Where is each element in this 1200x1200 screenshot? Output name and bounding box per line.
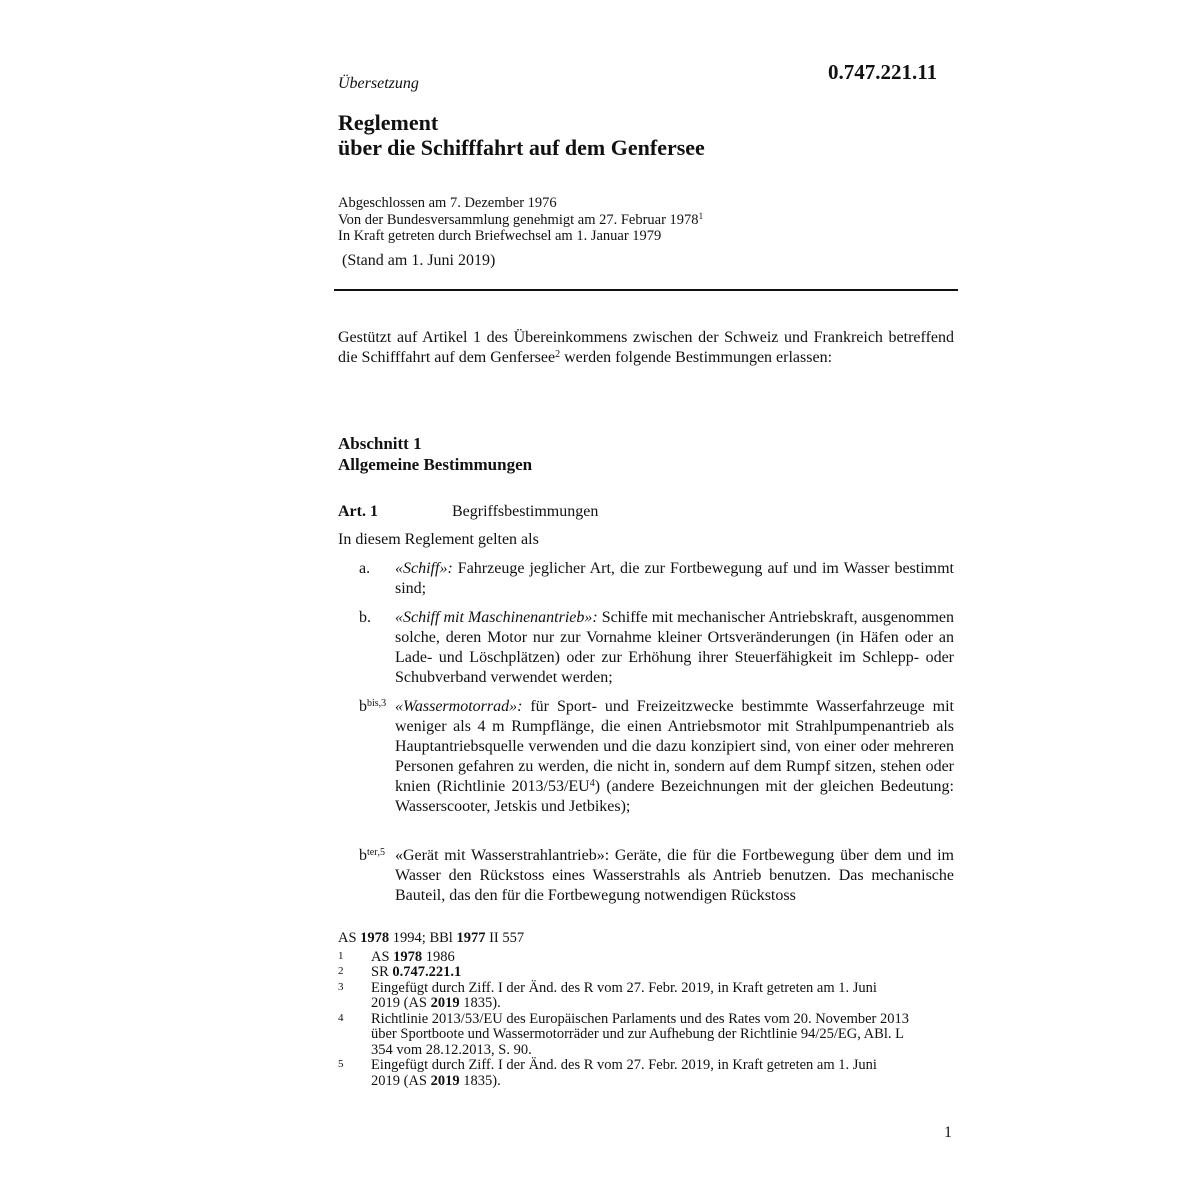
footnote-number: 1 (338, 949, 344, 962)
section-heading (338, 433, 532, 475)
header-divider (334, 289, 958, 291)
status-date: (Stand am 1. Juni 2019) (342, 252, 496, 269)
article-title: Begriffsbestimmungen (452, 503, 599, 520)
footnote: 5 Eingefügt durch Ziff. I der Änd. des R vom 27. Febr. 2019, in Kraft getreten am 1. Juni 2019 (AS 2019 1835). (338, 1057, 877, 1089)
footnote-ref[interactable]: 5 (380, 847, 386, 858)
defined-term: «Wassermotorrad»: (395, 698, 523, 715)
title-line-2: über die Schifffahrt auf dem Genfersee (338, 135, 705, 160)
definition-item (338, 697, 954, 817)
approved-date: Von der Bundesversammlung genehmigt am 27. Februar 1978$^1$ (338, 210, 704, 228)
article-number: Art. 1 (338, 503, 378, 520)
footnote: 3 Eingefügt durch Ziff. I der Änd. des R vom 27. Febr. 2019, in Kraft getreten am 1. Juni 2019 (AS 2019 1835). (338, 979, 877, 1011)
article-intro: In diesem Reglement gelten als (338, 531, 539, 548)
document-meta (338, 195, 703, 245)
definition-item (338, 846, 954, 906)
defined-term: «Schiff mit Maschinenantrieb»: (395, 609, 598, 626)
item-marker: a. (359, 560, 371, 577)
footnote-ref[interactable]: 3 (381, 698, 387, 709)
footnote-number: 3 (338, 980, 344, 993)
footnote-number: 4 (338, 1011, 344, 1024)
item-text: «Gerät mit Wasserstrahlantrieb»: Geräte, die für die Fortbewegung über dem und im Wasser den Rückstoss eines Wasserstrahls als Antrieb benutzen. Das mechanische Bauteil, das den für die Fortbewegung notwendigen Rückstoss (395, 847, 954, 904)
item-text: «Schiff mit Maschinenantrieb»: Schiffe mit mechanischer Antriebskraft, ausgenommen solche, deren Motor nur zur Vornahme kleiner Ortsveränderungen (in Häfen oder an Lade- und Löschplätzen) oder zur Erhöhung ihrer Steuerfähigkeit im Schlepp- oder Schubverband verwendet werden; (395, 609, 955, 686)
defined-term: «Schiff»: (395, 560, 453, 577)
title-line-1: Reglement (338, 110, 439, 135)
item-marker: b. (359, 609, 371, 626)
footnote-ref[interactable]: 4 (589, 778, 595, 789)
section-title: Allgemeine Bestimmungen (338, 455, 533, 474)
footnote-ref[interactable]: 1 (698, 210, 704, 221)
footnote: 2 SR 0.747.221.1 (338, 964, 462, 980)
item-text: «Schiff»: Fahrzeuge jeglicher Art, die zur Fortbewegung auf und im Wasser bestimmt sind; (395, 560, 954, 597)
item-marker: $b^{bis,3}$ (359, 698, 387, 715)
translation-label: Übersetzung (338, 75, 419, 92)
item-marker: $b^{ter,5}$ (359, 847, 386, 864)
preamble: Gestützt auf Artikel 1 des Übereinkommens zwischen der Schweiz und Frankreich betreffend die Schifffahrt auf dem Genfersee$^2$ werden folgende Bestimmungen erlassen: (338, 329, 954, 366)
footnotes (338, 931, 958, 1089)
official-collection-ref: AS 1978 1994; BBl 1977 II 557 (338, 930, 525, 946)
item-text: «Wassermotorrad»: für Sport- und Freizeitzwecke bestimmte Wasserfahrzeuge mit weniger als 4 m Rumpflänge, die einen Antriebsmotor mit Strahlpumpenantrieb als Hauptantriebsquelle verwenden und die dazu konzipiert sind, von einer oder mehreren Personen gefahren zu werden, die nicht in, sondern auf dem Rumpf sitzen, stehen oder knien (Richtlinie $2013/53/EU^4$) (andere Bezeichnungen mit der gleichen Bedeutung: Wasserscooter, Jetskis und Jetbikes); (395, 698, 954, 815)
page-number: 1 (944, 1124, 952, 1141)
in-force-date: In Kraft getreten durch Briefwechsel am 1. Januar 1979 (338, 228, 662, 244)
concluded-date: Abgeschlossen am 7. Dezember 1976 (338, 195, 557, 211)
footnote-number: 2 (338, 965, 344, 977)
definition-item (338, 559, 954, 599)
document-title (338, 110, 705, 160)
section-number: Abschnitt 1 (338, 434, 422, 453)
definition-item (338, 608, 954, 688)
footnote-ref[interactable]: 2 (555, 349, 561, 360)
footnote: 1 AS 1978 1986 (338, 948, 455, 965)
footnote: 4 Richtlinie 2013/53/EU des Europäischen Parlaments und des Rates vom 20. November 2013 über Sportboote und Wassermotorräder und zur Aufhebung der Richtlinie 94/25/EG, ABl. L 354 vom 28.12.2013, S. 90. (338, 1010, 910, 1058)
footnote-number: 5 (338, 1058, 344, 1070)
sr-number: 0.747.221.11 (828, 60, 938, 84)
